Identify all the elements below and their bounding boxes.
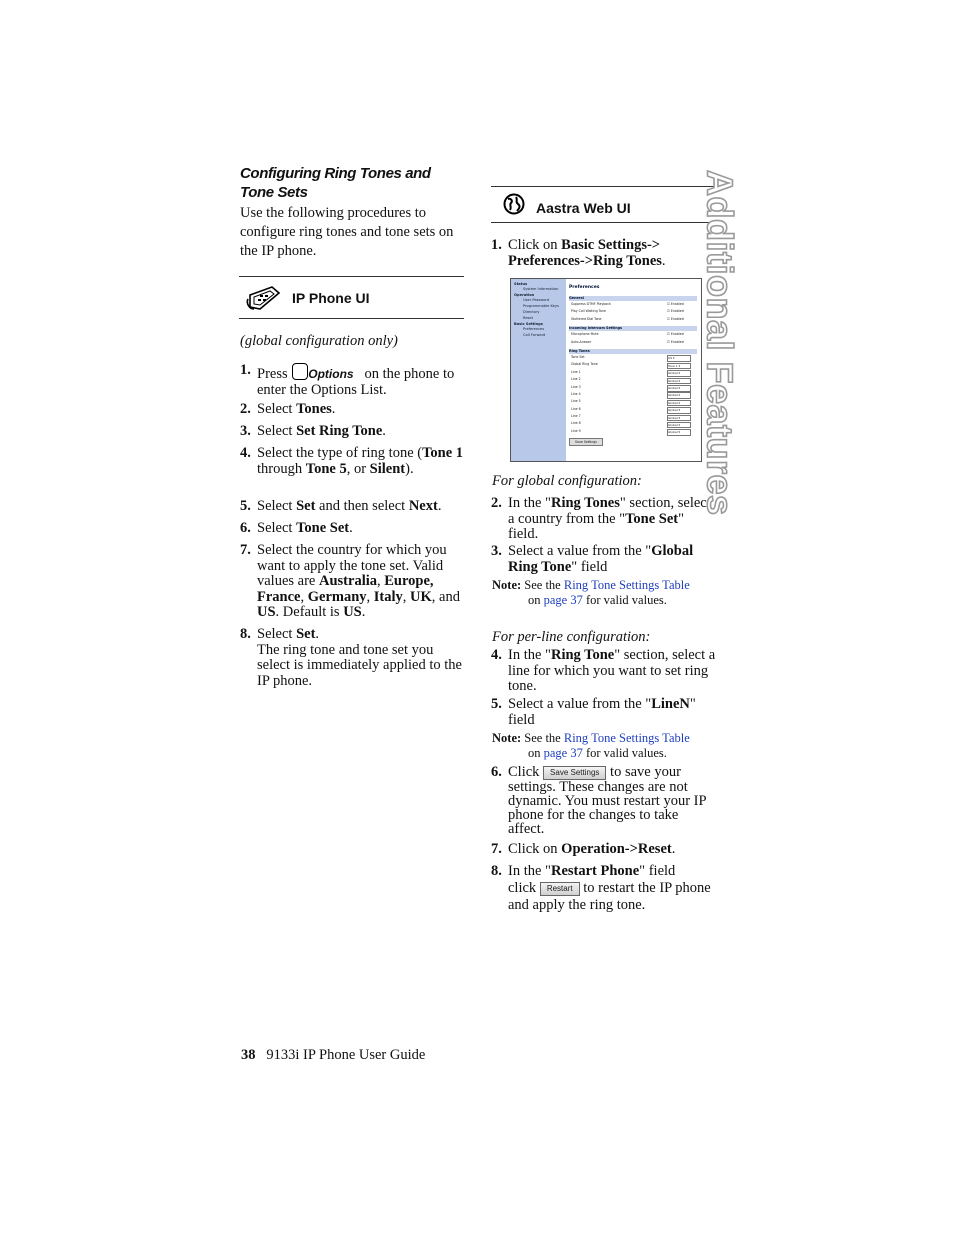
step-text: click (508, 880, 537, 896)
row-label: Global Ring Tone (571, 362, 598, 367)
step-text: and then select (315, 498, 409, 514)
divider (239, 318, 464, 319)
row-label: Stuttered Dial Tone (571, 316, 602, 321)
options-key-label: Options (308, 367, 354, 381)
enabled-checkbox[interactable]: ☑ Enabled (667, 302, 684, 306)
save-settings-button[interactable]: Save Settings (569, 438, 603, 446)
scope-note: (global configuration only) (240, 333, 398, 349)
note-text: for valid values. (582, 745, 667, 760)
step-text: , or (346, 460, 370, 477)
ring-tone-select[interactable]: Global ▾ (667, 392, 691, 399)
keyword: Tones (296, 401, 332, 417)
step-text: In the " (508, 647, 551, 663)
keyword: Set Ring Tone (296, 423, 383, 439)
row-label: Line 9 (571, 428, 581, 433)
row-label: Tone Set (571, 354, 585, 359)
section-heading: Configuring Ring Tones and Tone Sets (240, 165, 431, 201)
ring-tone-select[interactable]: Global ▾ (667, 422, 691, 429)
page-link[interactable]: page 37 (543, 592, 583, 607)
settings-row (569, 369, 697, 376)
settings-row (569, 420, 697, 427)
ring-tone-select[interactable]: Global ▾ (667, 378, 691, 385)
keyword: Restart Phone (550, 863, 640, 879)
intro-paragraph: Use the following procedures to configure ring tones and tone sets on the IP phone. (240, 205, 454, 259)
sidebar-chapter-title (699, 170, 768, 516)
settings-row (569, 376, 697, 383)
note-label: Note: (492, 578, 522, 592)
step-number: 8. (240, 626, 251, 642)
nav-item: Call Forward (523, 333, 546, 337)
step-text: Select the country for which you want to apply the tone set. Valid values are (257, 542, 447, 589)
step-text: " field (571, 558, 608, 575)
screenshot-title: Preferences (569, 285, 600, 290)
step-text: . (349, 520, 353, 536)
keyword: US (343, 604, 362, 620)
ring-tone-select[interactable]: Tone 1 ▾ (667, 363, 691, 370)
step-number: 8. (491, 863, 502, 879)
global-config-label: For global configuration: (492, 473, 642, 489)
per-line-config-label: For per-line configuration: (492, 629, 651, 645)
divider (239, 276, 464, 277)
keyword: Europe, (384, 573, 434, 589)
step-text: " field (508, 696, 696, 728)
step-text: Select (257, 520, 297, 536)
keyword: LineN (651, 696, 690, 712)
web-ui-screenshot (510, 278, 702, 462)
sidebar-title-text: Additional Features (699, 170, 741, 516)
nav-item: Directory (523, 310, 540, 314)
settings-row (569, 361, 697, 368)
keyword: Set (296, 498, 316, 514)
screenshot-main (569, 285, 697, 446)
step-text: and (439, 588, 460, 605)
step-text: Select (257, 626, 297, 642)
section-header: Incoming Intercom Settings (569, 326, 697, 331)
restart-button-image: Restart (540, 882, 580, 896)
nav-item: Basic Settings (514, 322, 543, 326)
step-text: In the " (508, 495, 551, 511)
keyword: Global Ring Tone (508, 543, 694, 575)
keyword: UK (410, 588, 432, 605)
step-text: through (257, 460, 306, 477)
enabled-checkbox[interactable]: ☑ Enabled (667, 316, 684, 321)
settings-row (569, 316, 697, 323)
step-text: . (382, 423, 386, 439)
step-text: to save your settings. These changes are not dynamic. You must restart your IP phone for the changes to take affect. (508, 764, 707, 838)
ip-phone-ui-title: IP Phone UI (292, 290, 370, 306)
keyword: Silent (369, 460, 406, 477)
ring-tone-select[interactable]: Global ▾ (667, 370, 691, 377)
note-text: See the (524, 731, 564, 745)
step-text: Select (257, 498, 297, 514)
keyword: Ring Tone (550, 647, 615, 663)
keyword: Tone Set (625, 510, 679, 527)
options-key-icon (292, 363, 308, 380)
nav-item: Operation (514, 293, 535, 297)
enabled-checkbox[interactable]: ☑ Enabled (667, 339, 684, 344)
keyword: Germany (307, 588, 367, 605)
step-text: Default is (282, 604, 344, 620)
keyword: Australia (319, 573, 377, 589)
ring-tone-select[interactable]: US ▾ (667, 355, 691, 362)
step-text: . (437, 498, 442, 514)
keyword: US (257, 604, 276, 620)
settings-row (569, 308, 697, 315)
ring-tone-table-link[interactable]: Ring Tone Settings Table (563, 578, 690, 592)
settings-row (569, 391, 697, 398)
row-label: Line 4 (571, 391, 581, 396)
step-text: The ring tone and tone set you select is immediately applied to the IP phone. (257, 641, 462, 689)
phone-icon (246, 285, 282, 313)
note (492, 731, 718, 760)
enabled-checkbox[interactable]: ☑ Enabled (667, 332, 684, 337)
step-text: Select the type of ring tone ( (257, 445, 423, 461)
step-text: " field (639, 863, 676, 879)
step-text: . (331, 401, 336, 417)
enabled-checkbox[interactable]: ☑ Enabled (667, 309, 684, 314)
ring-tone-select[interactable]: Global ▾ (667, 429, 691, 436)
keyword: Tone 1 (422, 445, 464, 461)
step-number: 2. (240, 401, 251, 417)
settings-row (569, 301, 697, 308)
step-text: . (671, 841, 676, 857)
ring-tone-select[interactable]: Global ▾ (667, 415, 691, 422)
note-text: on (528, 592, 544, 607)
page-number: 38 (241, 1047, 256, 1063)
settings-row (569, 331, 697, 338)
step-number: 6. (240, 520, 251, 536)
ring-tone-table-link[interactable]: Ring Tone Settings Table (563, 731, 690, 745)
step-text: Select a value from the " (508, 543, 652, 559)
keyword: Operation->Reset (561, 841, 672, 857)
row-label: Line 1 (571, 369, 581, 374)
step-text: Select (257, 423, 297, 439)
step-number: 7. (491, 841, 502, 857)
step-text: Click on (508, 237, 562, 253)
row-label: Microphone Mute (571, 332, 599, 337)
step-number: 2. (491, 495, 502, 511)
step-text: In the " (508, 863, 551, 879)
globe-icon (503, 193, 525, 215)
row-label: Line 7 (571, 414, 581, 419)
nav-item: Preferences (523, 327, 545, 331)
keyword: Tone Set (296, 520, 350, 536)
step-text: Click on (508, 841, 562, 857)
step-number: 3. (491, 543, 502, 559)
step-text: " section, select a line for which you want to set ring tone. (508, 647, 716, 694)
settings-row (569, 354, 697, 361)
keyword: Ring Tones (550, 495, 620, 511)
divider (491, 186, 718, 187)
step-text: " field. (508, 510, 685, 542)
page-link[interactable]: page 37 (543, 745, 583, 760)
note-text: See the (524, 578, 564, 592)
settings-row (569, 339, 697, 346)
step-text: Click (508, 764, 540, 780)
step-text: on the phone to enter the Options List. (257, 366, 455, 398)
footer (241, 1047, 425, 1064)
step-text: Select (257, 401, 297, 417)
settings-row (569, 428, 697, 435)
row-label: Line 6 (571, 406, 581, 411)
ring-tone-select[interactable]: Global ▾ (667, 400, 691, 407)
step-text: ). (405, 460, 414, 477)
row-label: Line 2 (571, 377, 581, 382)
note-label: Note: (492, 731, 522, 745)
step-number: 5. (491, 696, 502, 712)
step-number: 4. (491, 647, 502, 663)
row-label: Line 5 (571, 399, 581, 404)
aastra-web-ui-title: Aastra Web UI (536, 200, 631, 216)
row-label: Line 3 (571, 384, 581, 389)
keyword: France (257, 588, 301, 605)
step-number: 1. (491, 237, 502, 253)
step-text: . (361, 604, 366, 620)
step-number: 1. (240, 362, 251, 378)
screenshot-nav (511, 279, 566, 461)
section-header: General (569, 296, 697, 301)
settings-row (569, 384, 697, 391)
step-number: 7. (240, 542, 251, 558)
nav-item: System Information (523, 287, 559, 291)
step-text: Press (257, 366, 288, 382)
step-text: . (315, 626, 320, 642)
note (492, 578, 718, 607)
step-text: . (661, 252, 666, 269)
keyword: Next (408, 498, 438, 514)
step-number: 5. (240, 498, 251, 514)
divider (491, 222, 718, 223)
ring-tone-select[interactable]: Global ▾ (667, 407, 691, 414)
section-header: Ring Tones (569, 349, 697, 354)
settings-row (569, 406, 697, 413)
step-number: 4. (240, 445, 251, 461)
row-label: Play Call Waiting Tone (571, 309, 606, 314)
save-settings-button-image: Save Settings (543, 766, 606, 780)
keyword: Italy (373, 588, 403, 605)
note-text: on (528, 745, 544, 760)
nav-item: Status (514, 282, 528, 286)
step-text: to restart the IP phone and apply the ring tone. (508, 880, 711, 913)
step-number: 6. (491, 764, 502, 780)
keyword: Tone 5 (305, 460, 347, 477)
settings-row (569, 413, 697, 420)
nav-item: User Password (523, 298, 550, 302)
keyword: Basic Settings-> Preferences->Ring Tones (508, 237, 662, 269)
note-text: for valid values. (582, 592, 667, 607)
step-number: 3. (240, 423, 251, 439)
guide-title: 9133i IP Phone User Guide (266, 1047, 426, 1063)
ring-tone-select[interactable]: Global ▾ (667, 385, 691, 392)
keyword: Set (296, 626, 316, 642)
nav-item: Programmable Keys (523, 304, 559, 308)
step-text: " section, select a country from the " (508, 495, 711, 527)
row-label: Line 8 (571, 421, 581, 426)
row-label: Auto-Answer (571, 339, 592, 344)
row-label: Suppress DTMF Playback (571, 302, 611, 306)
step-text: Select a value from the " (508, 696, 652, 712)
settings-row (569, 398, 697, 405)
nav-item: Reset (523, 316, 534, 320)
